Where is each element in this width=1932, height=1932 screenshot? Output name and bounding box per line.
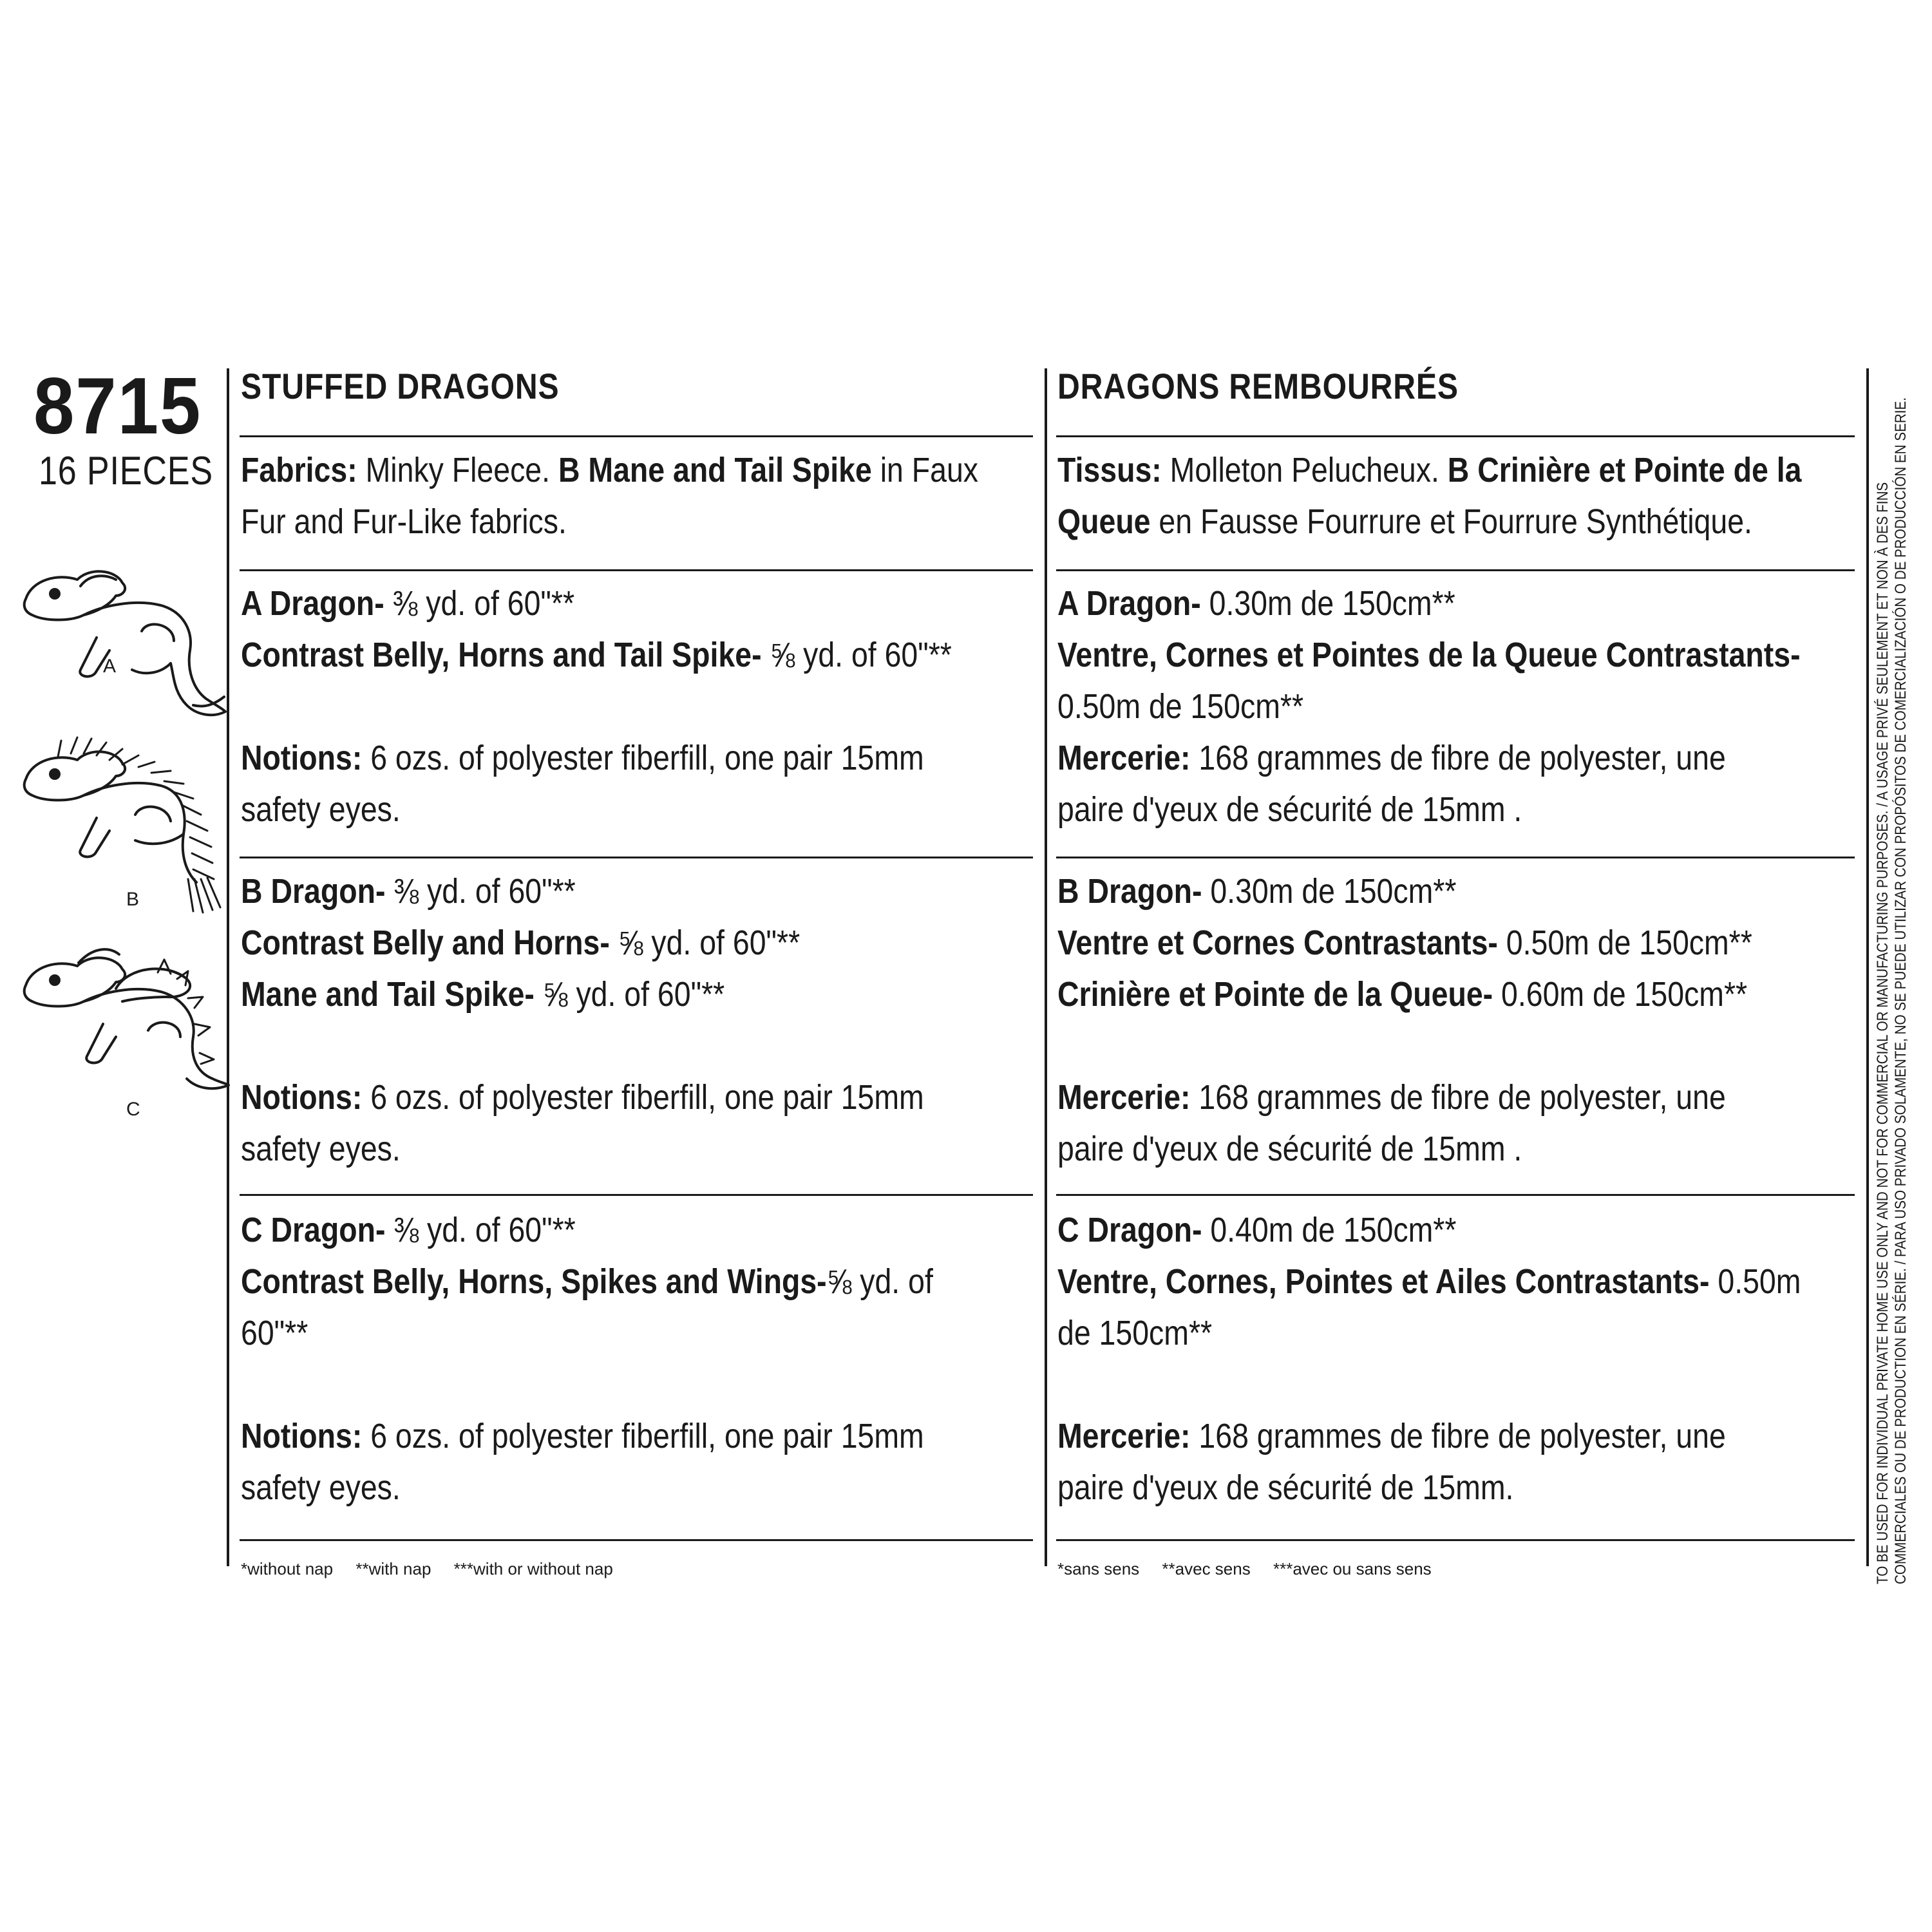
en-c-value: ⅜ yd. of 60"** xyxy=(385,1211,576,1249)
en-fabrics-text: Minky Fleece. xyxy=(357,451,558,489)
fr-footnote-avec-ou-sans-sens: ***avec ou sans sens xyxy=(1273,1559,1432,1578)
fr-footnotes xyxy=(1057,1543,1450,1595)
en-fabrics-line2: Fur and Fur-Like fabrics. xyxy=(241,502,567,541)
en-a-notions-text-2: safety eyes. xyxy=(241,790,401,829)
fr-rule-a xyxy=(1056,857,1855,858)
fr-a-notions-text-2: paire d'yeux de sécurité de 15mm . xyxy=(1057,790,1522,829)
en-fabrics-text-2: in Faux xyxy=(871,451,979,489)
fr-c-label: C Dragon- xyxy=(1057,1211,1202,1249)
en-footnote-without-nap: *without nap xyxy=(241,1559,334,1578)
fr-b-notions-text: 168 grammes de fibre de polyester, une xyxy=(1190,1078,1726,1117)
usage-disclaimer xyxy=(1874,399,1910,1584)
en-b-notions-label: Notions: xyxy=(241,1078,363,1117)
fr-rule-c xyxy=(1056,1539,1855,1541)
fr-a-contrast-label: Ventre, Cornes et Pointes de la Queue Contrastants- xyxy=(1057,636,1801,674)
en-c-section xyxy=(241,1204,1046,1513)
fr-b-contrast-value: 0.50m de 150cm** xyxy=(1497,923,1752,962)
fr-a-label: A Dragon- xyxy=(1057,584,1201,623)
en-c-notions-label: Notions: xyxy=(241,1417,363,1455)
en-c-label: C Dragon- xyxy=(241,1211,386,1249)
french-title: DRAGONS REMBOURRÉS xyxy=(1057,366,1459,406)
en-a-label: A Dragon- xyxy=(241,584,384,623)
fr-c-value: 0.40m de 150cm** xyxy=(1202,1211,1457,1249)
en-rule-title xyxy=(240,435,1033,437)
en-fabrics-section xyxy=(241,444,1098,547)
figure-c-label: C xyxy=(126,1099,140,1120)
fr-fabrics-section xyxy=(1057,444,1923,547)
fr-b-value: 0.30m de 150cm** xyxy=(1202,872,1457,911)
fr-c-notions-text: 168 grammes de fibre de polyester, une xyxy=(1190,1417,1726,1455)
en-footnote-with-or-without-nap: ***with or without nap xyxy=(453,1559,613,1578)
en-b-label: B Dragon- xyxy=(241,872,386,911)
en-fabrics-mane: B Mane and Tail Spike xyxy=(558,451,872,489)
fr-footnote-avec-sens: **avec sens xyxy=(1162,1559,1251,1578)
pattern-number: 8715 xyxy=(33,362,202,451)
fr-fabrics-text: Molleton Pelucheux. xyxy=(1161,451,1448,489)
en-a-value: ⅜ yd. of 60"** xyxy=(384,584,575,623)
en-b-mane-value: ⅝ yd. of 60"** xyxy=(534,975,725,1014)
dragon-b-figure xyxy=(19,724,232,918)
dragon-c-figure xyxy=(19,927,232,1108)
fr-c-contrast-label: Ventre, Cornes, Pointes et Ailes Contrastants- xyxy=(1057,1262,1710,1301)
en-b-notions-text: 6 ozs. of polyester fiberfill, one pair 15mm xyxy=(362,1078,924,1117)
fr-b-contrast-label: Ventre et Cornes Contrastants- xyxy=(1057,923,1498,962)
en-b-mane-label: Mane and Tail Spike- xyxy=(241,975,535,1014)
fr-fabrics-mane: B Crinière et Pointe de la xyxy=(1447,451,1802,489)
en-c-contrast-label: Contrast Belly, Horns, Spikes and Wings- xyxy=(241,1262,827,1301)
fr-a-notions-label: Mercerie: xyxy=(1057,739,1191,777)
dragon-c-icon xyxy=(19,927,232,1108)
en-a-section xyxy=(241,578,1068,835)
left-column-rule xyxy=(227,368,229,1566)
en-b-section xyxy=(241,866,1035,1175)
fr-a-value: 0.30m de 150cm** xyxy=(1200,584,1455,623)
en-b-contrast-label: Contrast Belly and Horns- xyxy=(241,923,610,962)
fr-rule-b xyxy=(1056,1194,1855,1196)
en-b-value: ⅜ yd. of 60"** xyxy=(385,872,576,911)
fr-fabrics-text-2: en Fausse Fourrure et Fourrure Synthétique. xyxy=(1150,502,1752,541)
en-a-notions-label: Notions: xyxy=(241,739,363,777)
fr-b-label: B Dragon- xyxy=(1057,872,1202,911)
fr-c-notions-label: Mercerie: xyxy=(1057,1417,1191,1455)
fr-a-section xyxy=(1057,578,1921,835)
figure-b-label: B xyxy=(126,889,140,910)
en-b-notions-text-2: safety eyes. xyxy=(241,1130,401,1168)
fr-a-contrast-value: 0.50m de 150cm** xyxy=(1057,687,1304,726)
en-c-notions-text-2: safety eyes. xyxy=(241,1468,401,1507)
en-rule-b xyxy=(240,1194,1033,1196)
en-a-contrast-value: ⅝ yd. of 60"** xyxy=(761,636,952,674)
fr-footnote-sans-sens: *sans sens xyxy=(1057,1559,1140,1578)
en-rule-a xyxy=(240,857,1033,858)
fr-a-notions-text: 168 grammes de fibre de polyester, une xyxy=(1190,739,1726,777)
fr-c-notions-text-2: paire d'yeux de sécurité de 15mm. xyxy=(1057,1468,1514,1507)
en-rule-c xyxy=(240,1539,1033,1541)
fr-b-mane-value: 0.60m de 150cm** xyxy=(1493,975,1748,1014)
en-footnotes xyxy=(241,1543,631,1595)
disclaimer-line-1: TO BE USED FOR INDIVIDUAL PRIVATE HOME USE ONLY AND NOT FOR COMMERCIAL OR MANUFACTURING PURPOSES. / A USAGE PRIVÉ SEULEMENT ET NON À DES FINS xyxy=(1874,482,1891,1584)
fr-b-mane-label: Crinière et Pointe de la Queue- xyxy=(1057,975,1493,1014)
pieces-count: 16 PIECES xyxy=(39,449,213,493)
fr-b-notions-text-2: paire d'yeux de sécurité de 15mm . xyxy=(1057,1130,1522,1168)
fr-rule-title xyxy=(1056,435,1855,437)
en-c-notions-text: 6 ozs. of polyester fiberfill, one pair 15mm xyxy=(362,1417,924,1455)
en-rule-fabrics xyxy=(240,569,1033,571)
fr-rule-fabrics xyxy=(1056,569,1855,571)
fr-c-contrast-value-2: de 150cm** xyxy=(1057,1314,1213,1352)
en-fabrics-label: Fabrics: xyxy=(241,451,357,489)
fr-b-notions-label: Mercerie: xyxy=(1057,1078,1191,1117)
en-footnote-with-nap: **with nap xyxy=(355,1559,431,1578)
en-a-contrast-label: Contrast Belly, Horns and Tail Spike- xyxy=(241,636,762,674)
dragon-b-icon xyxy=(19,724,232,918)
fr-c-contrast-value: 0.50m xyxy=(1709,1262,1801,1301)
en-a-notions-text: 6 ozs. of polyester fiberfill, one pair 15mm xyxy=(362,739,924,777)
en-b-contrast-value: ⅝ yd. of 60"** xyxy=(609,923,800,962)
fr-b-section xyxy=(1057,866,1865,1175)
dragon-a-icon xyxy=(19,560,232,728)
fr-fabrics-queue: Queue xyxy=(1057,502,1151,541)
fr-fabrics-label: Tissus: xyxy=(1057,451,1162,489)
dragon-a-figure xyxy=(19,560,232,728)
english-title: STUFFED DRAGONS xyxy=(241,366,560,406)
en-c-contrast-value: ⅝ yd. of xyxy=(826,1262,933,1301)
disclaimer-line-2: COMMERCIALES OU DE PRODUCTION EN SÉRIE. / PARA USO PRIVADO SOLAMENTE, NO SE PUEDE UTILIZAR CON PROPÓSITOS DE COMERCIALIZACIÓN O DE PRODUCCIÓN EN SERIE. xyxy=(1892,397,1909,1584)
en-c-contrast-value-2: 60"** xyxy=(241,1314,308,1352)
figure-a-label: A xyxy=(103,656,117,677)
fr-c-section xyxy=(1057,1204,1922,1513)
